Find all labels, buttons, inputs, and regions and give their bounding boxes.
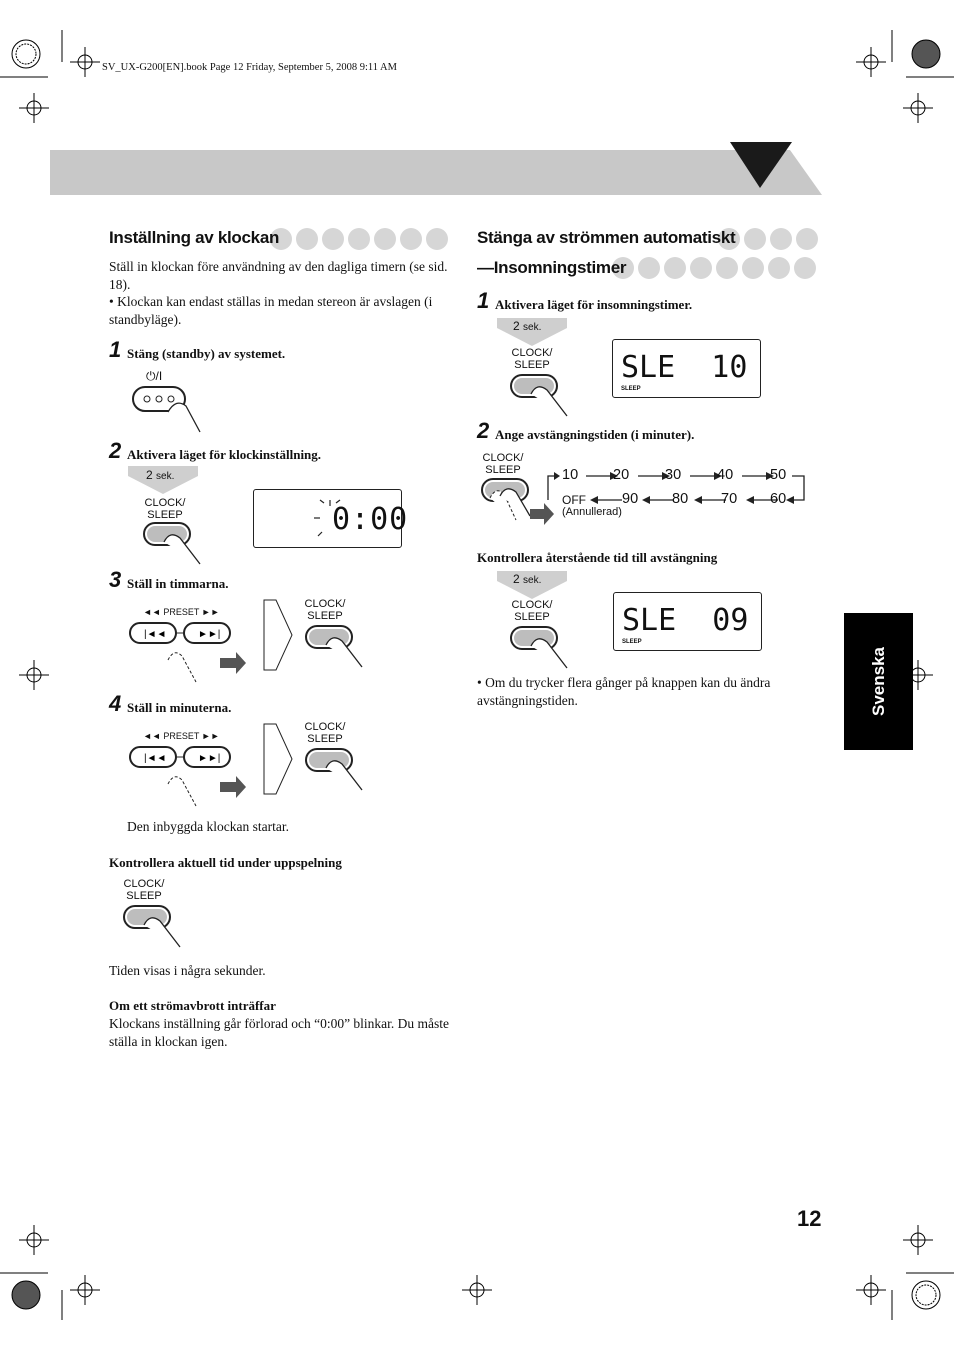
clock-sleep-label: CLOCK/ SLEEP bbox=[511, 599, 553, 623]
check-time-heading: Kontrollera aktuell tid under uppspelning bbox=[109, 855, 342, 870]
lcd-clock-value: 0:00 bbox=[332, 502, 409, 537]
finger-press-icon bbox=[322, 631, 367, 669]
page-number: 12 bbox=[797, 1206, 822, 1231]
step-number: 1 bbox=[477, 288, 490, 313]
seq-item: 20 bbox=[613, 467, 630, 483]
step-number: 3 bbox=[109, 567, 122, 592]
step-number: 4 bbox=[109, 691, 122, 716]
file-info-header: SV_UX-G200[EN].book Page 12 Friday, September 5, 2008 9:11 AM bbox=[102, 62, 397, 73]
header-corner bbox=[730, 142, 825, 196]
preset-label: ◄◄ PRESET ►► bbox=[143, 731, 220, 741]
seq-item: 90 bbox=[622, 491, 639, 507]
preset-buttons[interactable] bbox=[128, 744, 248, 814]
step-number: 2 bbox=[109, 438, 122, 463]
title-dots-right bbox=[612, 257, 816, 279]
cancelled-label: (Annullerad) bbox=[562, 506, 622, 518]
finger-press-icon bbox=[527, 380, 572, 418]
hold-seconds: 2 bbox=[146, 468, 153, 482]
section-subtitle-sleep: —Insomningstimer bbox=[477, 258, 627, 277]
remaining-time-heading: Kontrollera återstående tid till avstängning bbox=[477, 550, 718, 565]
step-text: Ange avstängningstiden (i minuter). bbox=[495, 427, 695, 442]
preset-buttons[interactable] bbox=[128, 620, 248, 690]
clock-sleep-label: CLOCK/ SLEEP bbox=[304, 598, 346, 622]
lcd-clock bbox=[253, 489, 409, 548]
step-text: Ställ in minuterna. bbox=[127, 700, 232, 715]
preset-label: ◄◄ PRESET ►► bbox=[143, 607, 220, 617]
clock-intro: Ställ in klockan före användning av den dagliga timern (se sid. 18). bbox=[109, 259, 448, 292]
language-tab-label: Svenska bbox=[868, 647, 888, 716]
language-tab bbox=[844, 613, 913, 750]
seq-item: 80 bbox=[672, 491, 689, 507]
finger-press-icon bbox=[160, 528, 205, 566]
seq-item: 70 bbox=[721, 491, 738, 507]
hold-seconds: 2 bbox=[513, 572, 520, 586]
hold-unit: sek. bbox=[156, 471, 175, 482]
seq-item: 10 bbox=[562, 467, 579, 483]
step-text: Aktivera läget för insomningstimer. bbox=[495, 297, 693, 312]
clock-sleep-label: CLOCK/ SLEEP bbox=[304, 721, 346, 745]
power-label: ⏻/I bbox=[146, 369, 163, 383]
lcd-sleep-10 bbox=[612, 339, 761, 398]
finger-press-icon bbox=[322, 754, 367, 792]
header-band bbox=[50, 150, 740, 195]
next-arrow bbox=[262, 598, 297, 673]
seq-item: 30 bbox=[665, 467, 682, 483]
clock-sleep-label: CLOCK/ SLEEP bbox=[482, 452, 524, 476]
title-dots-left bbox=[270, 228, 448, 250]
step-text: Ställ in timmarna. bbox=[127, 576, 229, 591]
hold-seconds: 2 bbox=[513, 319, 520, 333]
svg-text:►►|: ►►| bbox=[198, 753, 221, 764]
outage-heading: Om ett strömavbrott inträffar bbox=[109, 998, 276, 1013]
seq-item: 60 bbox=[770, 491, 787, 507]
power-button[interactable] bbox=[128, 384, 208, 439]
svg-text:►►|: ►►| bbox=[198, 629, 221, 640]
clock-bullet: • Klockan kan endast ställas in medan stereon är avslagen (i standbyläge). bbox=[109, 294, 433, 327]
lcd-sleep-value: SLE 09 bbox=[622, 603, 749, 638]
step-text: Stäng (standby) av systemet. bbox=[127, 346, 286, 361]
svg-text:|◄◄: |◄◄ bbox=[144, 753, 167, 764]
clock-sleep-label: CLOCK/ SLEEP bbox=[123, 878, 165, 902]
finger-press-icon bbox=[527, 632, 572, 670]
lcd-sleep-indicator: SLEEP bbox=[621, 386, 641, 392]
clock-started-text: Den inbyggda klockan startar. bbox=[127, 819, 289, 834]
svg-text:|◄◄: |◄◄ bbox=[144, 629, 167, 640]
seq-item-off: OFF bbox=[562, 493, 586, 507]
hold-unit: sek. bbox=[523, 322, 542, 333]
section-title-clock: Inställning av klockan bbox=[109, 228, 280, 247]
hold-unit: sek. bbox=[523, 575, 542, 586]
clock-sleep-label: CLOCK/ SLEEP bbox=[511, 347, 553, 371]
seq-item: 50 bbox=[770, 467, 787, 483]
check-time-text: Tiden visas i några sekunder. bbox=[109, 963, 266, 978]
step-number: 2 bbox=[477, 418, 490, 443]
next-arrow bbox=[262, 722, 297, 797]
section-title-sleep: Stänga av strömmen automatiskt bbox=[477, 228, 736, 247]
sleep-note: • Om du trycker flera gånger på knappen kan du ändra avstängningstiden. bbox=[477, 675, 771, 708]
lcd-sleep-indicator: SLEEP bbox=[622, 639, 642, 645]
outage-text: Klockans inställning går förlorad och “0:00” blinkar. Du måste ställa in klockan igen. bbox=[109, 1016, 450, 1049]
step-number: 1 bbox=[109, 337, 122, 362]
finger-press-icon bbox=[140, 911, 185, 949]
step-text: Aktivera läget för klockinställning. bbox=[127, 447, 322, 462]
lcd-sleep-09 bbox=[613, 592, 762, 651]
seq-item: 40 bbox=[717, 467, 734, 483]
lcd-sleep-value: SLE 10 bbox=[621, 350, 748, 385]
clock-sleep-label: CLOCK/ SLEEP bbox=[144, 497, 186, 521]
